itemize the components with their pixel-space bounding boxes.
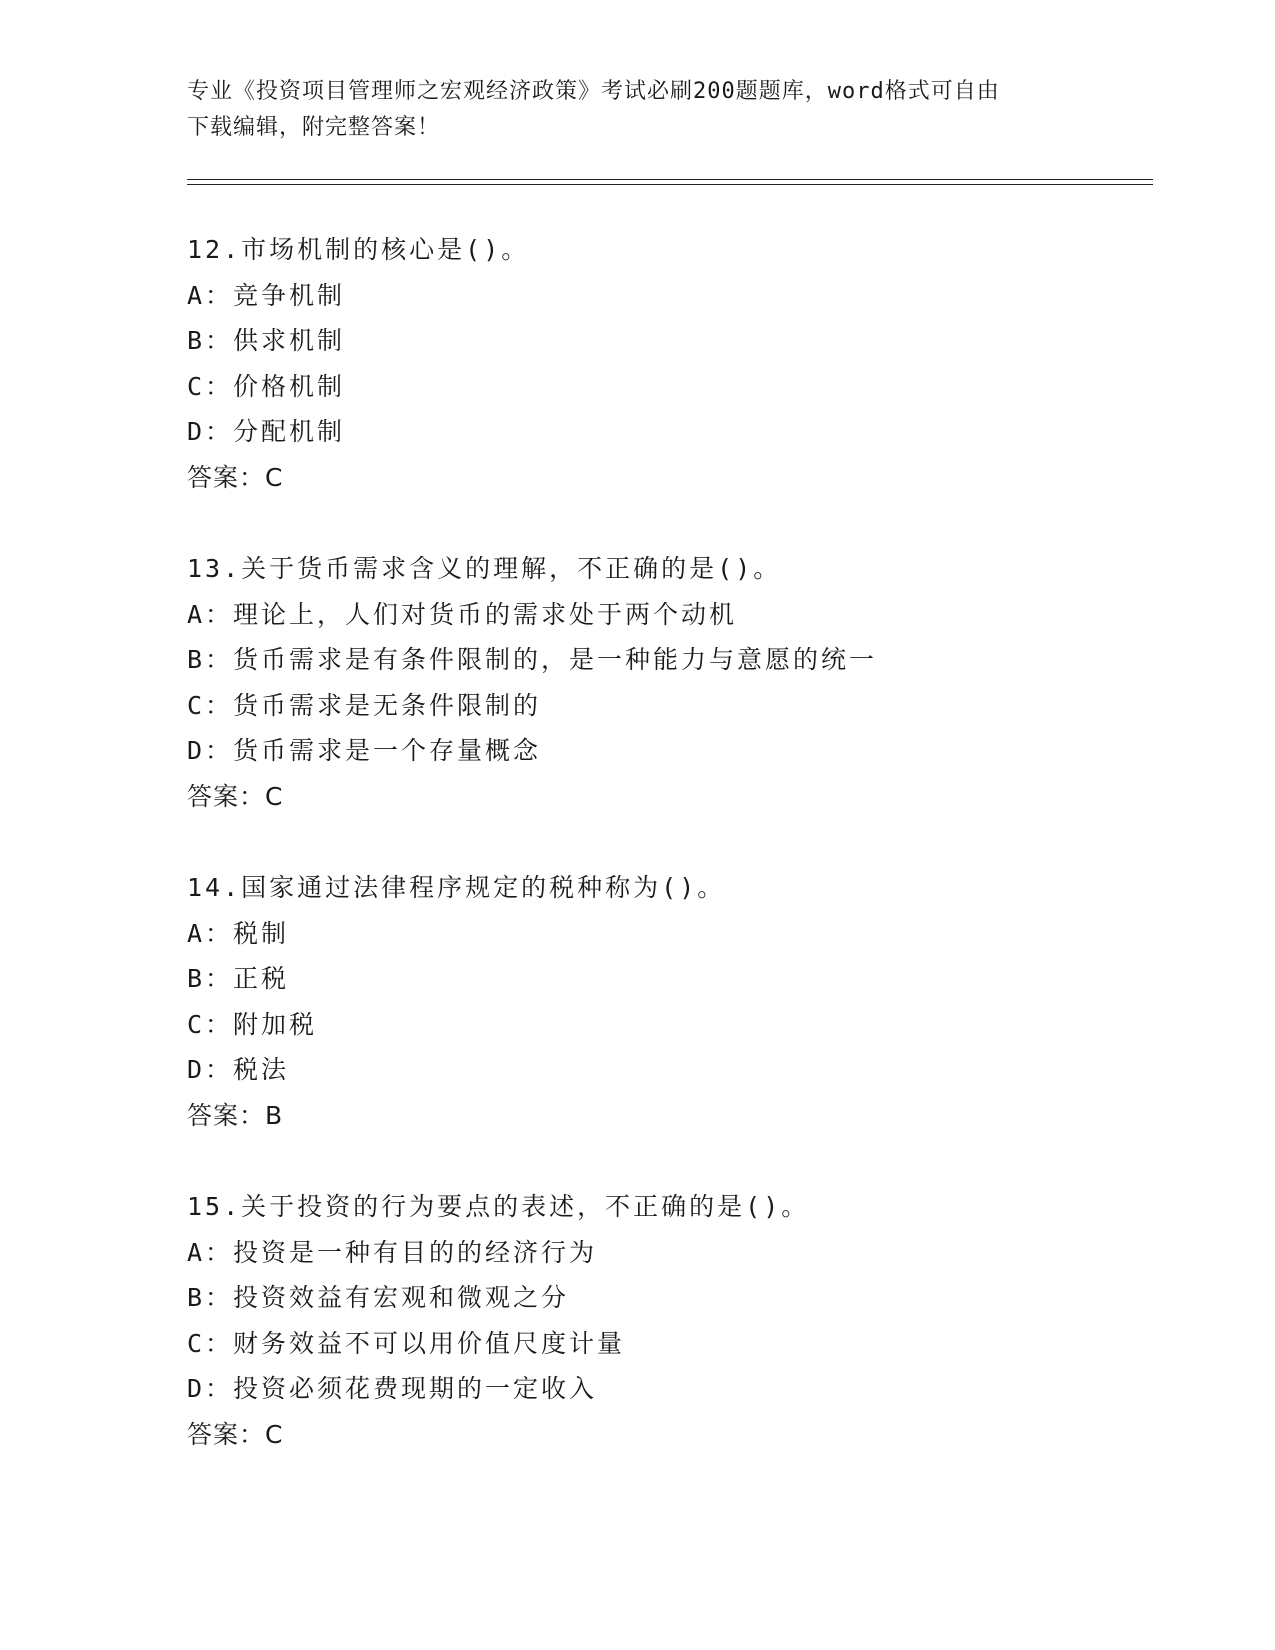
option-c: C：货币需求是无条件限制的	[187, 690, 542, 720]
question-14	[187, 865, 1187, 1138]
answer-label: 答案：C	[187, 781, 284, 811]
option-c: C：附加税	[187, 1009, 318, 1039]
option-b: B：投资效益有宏观和微观之分	[187, 1283, 570, 1312]
option-d: D：投资必须花费现期的一定收入	[187, 1374, 598, 1403]
option-d: D：货币需求是一个存量概念	[187, 736, 542, 765]
header-line-1: 专业《投资项目管理师之宏观经济政策》考试必刷200题题库，word格式可自由	[187, 79, 1000, 104]
option-b: B：货币需求是有条件限制的，是一种能力与意愿的统一	[187, 645, 878, 674]
question-15	[187, 1184, 1187, 1457]
option-a: A：竞争机制	[187, 280, 346, 310]
question-12	[187, 227, 1187, 500]
option-a: A：投资是一种有目的的经济行为	[187, 1237, 598, 1267]
option-b: B：正税	[187, 964, 290, 993]
answer-label: 答案：C	[187, 1419, 284, 1449]
question-stem: 15.关于投资的行为要点的表述，不正确的是()。	[187, 1192, 810, 1221]
header-divider-top	[187, 179, 1153, 180]
question-stem: 12.市场机制的核心是()。	[187, 235, 530, 264]
option-d: D：分配机制	[187, 417, 346, 446]
option-a: A：理论上，人们对货币的需求处于两个动机	[187, 599, 738, 629]
option-a: A：税制	[187, 918, 290, 948]
header-line-2: 下载编辑，附完整答案！	[187, 115, 441, 140]
option-c: C：价格机制	[187, 371, 346, 401]
option-c: C：财务效益不可以用价值尺度计量	[187, 1328, 626, 1358]
answer-label: 答案：B	[187, 1100, 284, 1130]
answer-label: 答案：C	[187, 462, 284, 492]
option-b: B：供求机制	[187, 326, 346, 355]
option-d: D：税法	[187, 1055, 290, 1084]
question-stem: 14.国家通过法律程序规定的税种称为()。	[187, 873, 726, 902]
question-13	[187, 546, 1187, 819]
question-stem: 13.关于货币需求含义的理解，不正确的是()。	[187, 554, 782, 583]
header-divider-bottom	[187, 184, 1153, 185]
document-header	[187, 74, 1087, 146]
